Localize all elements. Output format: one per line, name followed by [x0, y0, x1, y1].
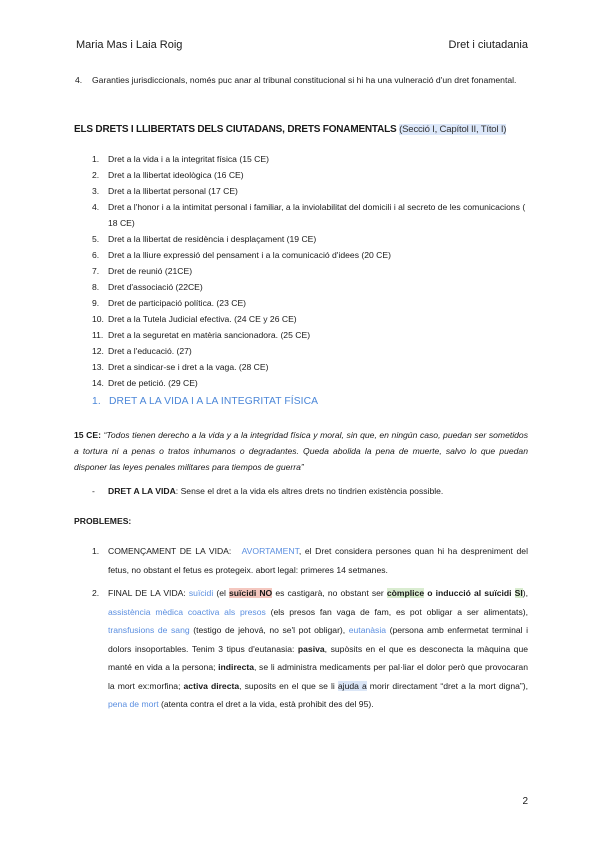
rights-item-number: 14. [92, 378, 104, 388]
section-title [74, 124, 506, 135]
rights-item-text: Dret d'associació (22CE) [108, 282, 203, 292]
p2-seg: (el [213, 588, 229, 598]
term-suicidi-no: suïcidi NO [229, 588, 273, 598]
quote-label: 15 CE [74, 430, 99, 440]
heading-text: DRET A LA VIDA I A LA INTEGRITAT FÍSICA [109, 396, 319, 407]
rights-list-item [92, 231, 528, 247]
constitution-quote: 15 CE: “Todos tienen derecho a la vida y a la integridad física y moral, sin que, en ningún caso, puedan ser sometidos a tortura ni a penas o tratos inhumanos o degradantes. Queda abolida la pena de muerte, salvo lo que puedan disponer las leyes penales militares para tiempos de guerra” [74, 430, 529, 472]
rights-list [92, 151, 528, 391]
rights-list-item [92, 375, 528, 391]
section-title-text: ELS DRETS I LLIBERTATS DELS CIUTADANS, DRETS FONAMENTALS [74, 124, 397, 135]
rights-item-number: 8. [92, 282, 100, 292]
p2-seg: (testigo de jehová, no se'l pot obligar), [189, 625, 349, 635]
intro-item-text: Garanties jurisdiccionals, només puc anar al tribunal constitucional si hi ha una vulneració d'un dret fonamental. [92, 75, 517, 85]
heading-right-to-life [92, 396, 318, 407]
rights-item-number: 1. [92, 154, 100, 164]
rights-item-text: Dret a la llibertat personal (17 CE) [108, 186, 238, 196]
rights-item-text: Dret a l'educació. (27) [108, 346, 192, 356]
rights-list-item [92, 183, 528, 199]
problem-1-number: 1. [92, 546, 100, 556]
rights-item-number: 2. [92, 170, 100, 180]
rights-item-text: Dret de petició. (29 CE) [108, 378, 198, 388]
term-activa: activa directa [183, 680, 240, 691]
p2-seg: , suposits en el que se li [239, 680, 338, 691]
p2-seg: ), [522, 588, 528, 598]
problem-1-start: COMENÇAMENT DE LA VIDA: [108, 546, 232, 556]
rights-list-item [92, 151, 528, 167]
header-authors: Maria Mas i Laia Roig [76, 39, 183, 51]
rights-item-text: Dret a sindicar-se i dret a la vaga. (28 CE) [108, 362, 269, 372]
rights-list-item [92, 263, 528, 279]
rights-item-text: Dret de participació política. (23 CE) [108, 298, 247, 308]
rights-item-text: Dret a la llibertat de residència i desplaçament (19 CE) [108, 234, 317, 244]
rights-item-text: Dret de reunió (21CE) [108, 266, 193, 276]
intro-list-item [75, 72, 528, 88]
rights-item-number: 9. [92, 298, 100, 308]
term-si: SI [514, 588, 523, 598]
intro-item-number: 4. [75, 75, 83, 85]
p2-seg: es castigarà, no obstant ser [272, 588, 387, 598]
p2-seg: o inducció al suïcidi [424, 588, 515, 598]
rights-list-item [92, 343, 528, 359]
quote-text: “Todos tienen derecho a la vida y a la integridad física y moral, sin que, en ningún caso, puedan ser sometidos a tortura ni a penas o tratos inhumanos o degradantes. Queda abolida la pena de muerte, salvo lo que puedan disponer las leyes penales militares para tiempos de guerra” [74, 430, 529, 472]
p2-seg: (persona amb enfermetat terminal i dolors insoportables. Tenim 3 tipus d'eutanasia: [108, 625, 529, 654]
rights-item-text: Dret a la vida i a la integritat física (15 CE) [108, 154, 269, 164]
problem-item-2 [92, 584, 528, 714]
p2-seg: (atenta contra el dret a la vida, està prohibit des del 95). [158, 699, 374, 709]
rights-item-number: 6. [92, 250, 100, 260]
rights-list-item [92, 199, 528, 231]
section-title-highlight: (Secció I, Capítol II, Títol I) [399, 124, 507, 135]
term-pena-de-mort: pena de mort [108, 699, 159, 709]
term-complice: còmplice [386, 588, 425, 598]
rights-item-text: Dret a la Tutela Judicial efectiva. (24 CE y 26 CE) [108, 314, 297, 324]
problem-2-start: FINAL DE LA VIDA: [108, 588, 186, 598]
problem-1-term: AVORTAMENT [241, 546, 299, 556]
dash-bullet: - [92, 486, 95, 496]
problem-item-1 [92, 542, 528, 579]
rights-list-item [92, 247, 528, 263]
rights-list-item [92, 311, 528, 327]
rights-item-number: 5. [92, 234, 100, 244]
header-subject: Dret i ciutadania [448, 39, 528, 51]
term-indirecta: indirecta [218, 662, 254, 672]
page-number: 2 [522, 796, 528, 807]
p2-seg: , se li administra medicaments per pal·liar el dolor però que provocaran la mort ex:morfina; [108, 662, 528, 691]
problem-1-rest: , el Dret considera persones quan hi ha despreniment del fetus, no obstant el fetus es protegeix. abort legal: primeres 14 setmanes. [108, 546, 528, 575]
term-pasiva: pasiva [297, 643, 325, 654]
rights-list-item [92, 167, 528, 183]
term-eutanasia: eutanàsia [348, 625, 387, 635]
term-transfusions: transfusions de sang [108, 625, 190, 635]
rights-list-item [92, 359, 528, 375]
rights-item-number: 3. [92, 186, 100, 196]
rights-item-text: Dret a l'honor i a la intimitat personal i familiar, a la inviolabilitat del domicili i al secreto de les comunicacions ( 18 CE) [108, 202, 526, 228]
p2-seg: (els presos fan vaga de fam, es pot obligar a ser alimentats), [265, 606, 528, 617]
rights-item-number: 13. [92, 362, 104, 372]
rights-item-text: Dret a la llibertat ideològica (16 CE) [108, 170, 244, 180]
rights-item-number: 4. [92, 202, 100, 212]
term-ajuda: ajuda a [337, 680, 367, 691]
rights-list-item [92, 327, 528, 343]
rights-item-number: 7. [92, 266, 100, 276]
dash-item-text: : Sense el dret a la vida els altres drets no tindrien existència possible. [175, 486, 444, 496]
problem-2-number: 2. [92, 588, 100, 598]
rights-item-text: Dret a la seguretat en matèria sancionadora. (25 CE) [108, 330, 311, 340]
rights-item-number: 12. [92, 346, 104, 356]
p2-seg: morir directament “dret a la mort digna”), [366, 680, 529, 691]
term-suicidi: suïcidi [188, 588, 214, 598]
rights-item-number: 11. [92, 330, 104, 340]
rights-item-number: 10. [92, 314, 104, 324]
rights-list-item [92, 279, 528, 295]
dash-item-label: DRET A LA VIDA [108, 486, 176, 496]
heading-number: 1. [92, 396, 101, 407]
term-assistencia: assistència mèdica coactiva als presos [108, 606, 266, 617]
rights-list-item [92, 295, 528, 311]
p2-seg: , supòsits en el que es desconecta la màquina que manté en vida a la persona; [108, 643, 529, 672]
problems-title: PROBLEMES: [74, 516, 132, 526]
rights-item-text: Dret a la lliure expressió del pensament i a la comunicació d'idees (20 CE) [108, 250, 391, 260]
